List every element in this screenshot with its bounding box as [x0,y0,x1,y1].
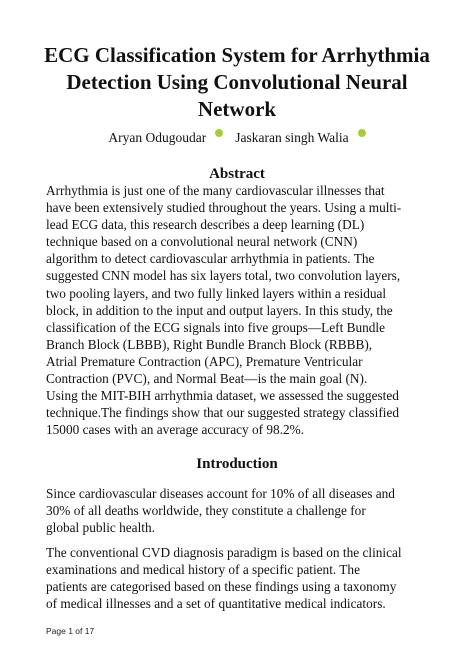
title-line: ECG Classification System for Arrhythmia [44,43,430,67]
text-line: technique.The findings show that our suggested strategy classified [46,405,400,421]
introduction-paragraph [46,544,438,612]
introduction-heading: Introduction [196,456,278,472]
author-name: Jaskaran singh Walia [235,130,349,145]
page-number: Page 1 of 17 [46,626,95,636]
text-line: Arrhythmia is just one of the many cardiovascular illnesses that [46,183,385,198]
abstract-heading: Abstract [209,166,265,182]
text-line: Atrial Premature Contraction (APC), Premature Ventricular [46,353,363,369]
text-line: Contraction (PVC), and Normal Beat—is the main goal (N). [46,371,368,387]
paper-title [20,42,454,123]
text-line: classification of the ECG signals into five groups—Left Bundle [46,319,386,335]
text-line: 15000 cases with an average accuracy of 98.2%. [46,422,305,438]
text-line: of medical illnesses and a set of quantitative medical indicators. [46,596,386,612]
text-line: global public health. [46,520,155,536]
text-line: block, in addition to the input and output layers. In this study, the [46,302,393,318]
text-line: two pooling layers, and two fully linked layers within a residual [46,285,387,301]
text-line: The conventional CVD diagnosis paradigm is based on the clinical [46,545,402,560]
text-line: examinations and medical history of a specific patient. The [46,562,360,578]
author-list [0,129,474,147]
introduction-paragraph [46,485,438,536]
text-line: algorithm to detect cardiovascular arrhythmia in patients. The [46,251,375,267]
text-line: Branch Block (LBBB), Right Bundle Branch Block (RBBB), [46,336,373,352]
title-line: Network [197,97,277,121]
text-line: lead ECG data, this research describes a deep learning (DL) [46,217,365,233]
text-line: 30% of all deaths worldwide, they constitute a challenge for [46,503,366,519]
orcid-icon[interactable] [358,129,366,137]
orcid-icon[interactable] [215,129,223,137]
text-line: have been extensively studied throughout the years. Using a multi- [46,200,402,216]
author-name: Aryan Odugoudar [108,130,207,145]
text-line: Since cardiovascular diseases account for 10% of all diseases and [46,486,395,501]
text-line: patients are categorised based on these findings using a taxonomy [46,579,397,595]
title-line: Detection Using Convolutional Neural [66,70,408,94]
text-line: Using the MIT-BIH arrhythmia dataset, we assessed the suggested [46,388,399,404]
text-line: technique based on a convolutional neural network (CNN) [46,234,358,250]
text-line: suggested CNN model has six layers total, two convolution layers, [46,268,401,284]
abstract-text [46,182,438,438]
